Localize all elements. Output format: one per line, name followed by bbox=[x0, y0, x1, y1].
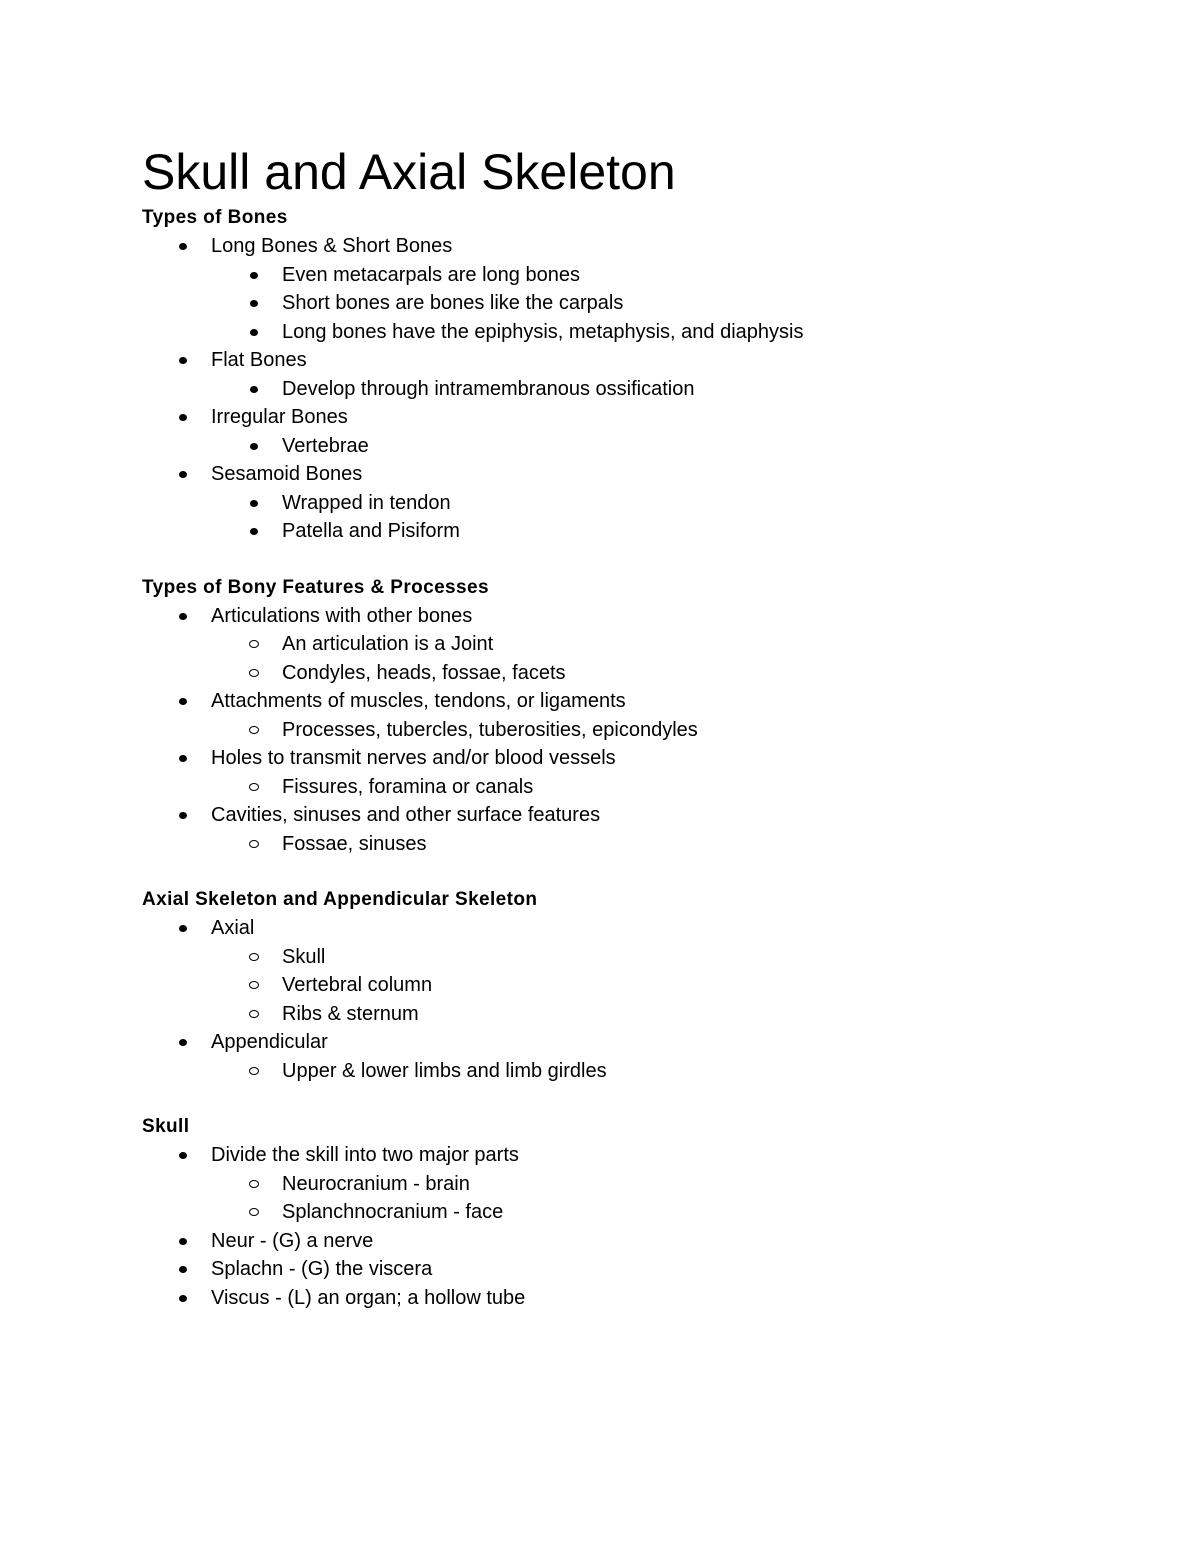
sub-list-item-text: Splanchnocranium - face bbox=[282, 1201, 504, 1223]
sub-list-item bbox=[142, 943, 1122, 972]
sub-list-item-text: Upper & lower limbs and limb girdles bbox=[282, 1059, 607, 1082]
list-item-text: Long Bones & Short Bones bbox=[211, 235, 453, 257]
list-item-row bbox=[142, 460, 1122, 489]
sub-list-item-row bbox=[142, 261, 1122, 290]
section-heading: Axial Skeleton and Appendicular Skeleton bbox=[142, 889, 538, 910]
hollow-circle-bullet-icon bbox=[249, 840, 259, 848]
bullet-icon bbox=[179, 414, 187, 421]
list-item bbox=[142, 1141, 1122, 1227]
list-item bbox=[142, 403, 1122, 460]
sub-list-item-text: Vertebrae bbox=[282, 434, 369, 457]
list-item bbox=[142, 1227, 1122, 1256]
sub-list-item-row bbox=[142, 971, 1122, 1000]
sub-list-item bbox=[142, 1000, 1122, 1029]
sub-list-item-row bbox=[142, 318, 1122, 347]
sub-list-item-row bbox=[142, 517, 1122, 546]
list-item-row bbox=[142, 1284, 1122, 1313]
sub-list-item-row bbox=[142, 1170, 1122, 1199]
sub-list-item-text: Processes, tubercles, tuberosities, epicondyles bbox=[282, 718, 698, 741]
sub-list-item-row bbox=[142, 375, 1122, 404]
bullet-icon bbox=[179, 1238, 187, 1245]
list-item-row bbox=[142, 914, 1122, 943]
sub-bullet-list bbox=[142, 830, 1122, 859]
hollow-circle-bullet-icon bbox=[249, 640, 259, 648]
bullet-icon bbox=[179, 812, 187, 819]
sub-list-item-text: Short bones are bones like the carpals bbox=[282, 292, 624, 314]
sub-list-item bbox=[142, 1057, 1122, 1086]
list-item bbox=[142, 801, 1122, 858]
sub-list-item-text: Ribs & sternum bbox=[282, 1002, 419, 1025]
list-item-row bbox=[142, 1227, 1122, 1256]
list-item-text: Splachn - (G) the viscera bbox=[211, 1258, 433, 1280]
hollow-circle-bullet-icon bbox=[249, 1180, 259, 1188]
sub-list-item-text: Even metacarpals are long bones bbox=[282, 263, 580, 286]
list-item-text: Irregular Bones bbox=[211, 406, 348, 428]
bullet-icon bbox=[250, 386, 258, 393]
sub-list-item-row bbox=[142, 489, 1122, 518]
sub-bullet-list bbox=[142, 432, 1122, 461]
sub-bullet-list bbox=[142, 1057, 1122, 1086]
list-item bbox=[142, 460, 1122, 546]
bullet-icon bbox=[179, 613, 187, 620]
sub-list-item-row bbox=[142, 1198, 1122, 1227]
sub-list-item-text: Skull bbox=[282, 945, 326, 968]
bullet-icon bbox=[250, 500, 258, 507]
hollow-circle-bullet-icon bbox=[249, 669, 259, 677]
sub-list-item-text: Vertebral column bbox=[282, 974, 433, 996]
list-item-text: Flat Bones bbox=[211, 349, 307, 371]
sub-list-item-row bbox=[142, 716, 1122, 745]
sub-list-item-text: Fissures, foramina or canals bbox=[282, 775, 534, 798]
list-item bbox=[142, 346, 1122, 403]
bullet-icon bbox=[179, 698, 187, 705]
list-item-text: Holes to transmit nerves and/or blood vessels bbox=[211, 747, 616, 769]
bullet-list bbox=[142, 602, 1122, 859]
sub-bullet-list bbox=[142, 375, 1122, 404]
sub-list-item-row bbox=[142, 289, 1122, 318]
bullet-icon bbox=[179, 925, 187, 932]
bullet-icon bbox=[250, 300, 258, 307]
bullet-icon bbox=[250, 272, 258, 279]
sub-list-item bbox=[142, 289, 1122, 318]
sub-list-item-row bbox=[142, 630, 1122, 659]
document-title: Skull and Axial Skeleton bbox=[142, 144, 676, 200]
list-item bbox=[142, 744, 1122, 801]
bullet-icon bbox=[179, 1266, 187, 1273]
sub-list-item bbox=[142, 489, 1122, 518]
sub-list-item-row bbox=[142, 773, 1122, 802]
list-item-text: Sesamoid Bones bbox=[211, 463, 363, 485]
list-item-text: Viscus - (L) an organ; a hollow tube bbox=[211, 1286, 526, 1309]
list-item bbox=[142, 1028, 1122, 1085]
bullet-list bbox=[142, 232, 1122, 546]
list-item-row bbox=[142, 1255, 1122, 1284]
bullet-icon bbox=[250, 528, 258, 535]
sub-list-item bbox=[142, 630, 1122, 659]
hollow-circle-bullet-icon bbox=[249, 1208, 259, 1216]
list-item-text: Attachments of muscles, tendons, or ligaments bbox=[211, 690, 626, 712]
sub-list-item-row bbox=[142, 659, 1122, 688]
bullet-icon bbox=[179, 755, 187, 762]
list-item bbox=[142, 1255, 1122, 1284]
hollow-circle-bullet-icon bbox=[249, 981, 259, 989]
section bbox=[142, 204, 1122, 546]
sub-bullet-list bbox=[142, 1170, 1122, 1227]
sub-list-item-text: An articulation is a Joint bbox=[282, 633, 494, 655]
sub-bullet-list bbox=[142, 630, 1122, 687]
list-item-row bbox=[142, 687, 1122, 716]
sub-bullet-list bbox=[142, 716, 1122, 745]
sub-list-item-text: Fossae, sinuses bbox=[282, 832, 427, 855]
bullet-list bbox=[142, 914, 1122, 1085]
document-page bbox=[142, 140, 1122, 1312]
list-item-row bbox=[142, 1028, 1122, 1057]
document-body bbox=[142, 204, 1122, 1312]
bullet-icon bbox=[250, 443, 258, 450]
sub-list-item bbox=[142, 830, 1122, 859]
bullet-icon bbox=[179, 1152, 187, 1159]
list-item-text: Axial bbox=[211, 917, 255, 939]
list-item-text: Cavities, sinuses and other surface features bbox=[211, 804, 601, 826]
hollow-circle-bullet-icon bbox=[249, 783, 259, 791]
list-item-row bbox=[142, 232, 1122, 261]
list-item-row bbox=[142, 403, 1122, 432]
sub-list-item-text: Neurocranium - brain bbox=[282, 1172, 470, 1195]
hollow-circle-bullet-icon bbox=[249, 1010, 259, 1018]
sub-bullet-list bbox=[142, 943, 1122, 1029]
sub-list-item-text: Condyles, heads, fossae, facets bbox=[282, 661, 566, 684]
section bbox=[142, 1113, 1122, 1312]
bullet-icon bbox=[179, 1039, 187, 1046]
sub-list-item-row bbox=[142, 1057, 1122, 1086]
section-heading: Types of Bony Features & Processes bbox=[142, 576, 489, 598]
bullet-icon bbox=[179, 471, 187, 478]
list-item-row bbox=[142, 602, 1122, 631]
sub-list-item bbox=[142, 318, 1122, 347]
list-item-text: Divide the skill into two major parts bbox=[211, 1144, 519, 1166]
sub-list-item-text: Wrapped in tendon bbox=[282, 491, 451, 514]
list-item-row bbox=[142, 1141, 1122, 1170]
sub-list-item-row bbox=[142, 432, 1122, 461]
sub-list-item-text: Develop through intramembranous ossification bbox=[282, 377, 695, 400]
sub-bullet-list bbox=[142, 261, 1122, 347]
sub-list-item-text: Long bones have the epiphysis, metaphysis, and diaphysis bbox=[282, 320, 804, 343]
list-item-row bbox=[142, 801, 1122, 830]
sub-list-item-row bbox=[142, 830, 1122, 859]
bullet-icon bbox=[179, 1295, 187, 1302]
sub-list-item bbox=[142, 517, 1122, 546]
list-item bbox=[142, 602, 1122, 688]
sub-list-item bbox=[142, 659, 1122, 688]
list-item-text: Articulations with other bones bbox=[211, 604, 473, 627]
sub-list-item-text: Patella and Pisiform bbox=[282, 520, 460, 542]
list-item bbox=[142, 687, 1122, 744]
bullet-icon bbox=[250, 329, 258, 336]
sub-list-item bbox=[142, 432, 1122, 461]
list-item-row bbox=[142, 346, 1122, 375]
hollow-circle-bullet-icon bbox=[249, 1067, 259, 1075]
sub-list-item bbox=[142, 971, 1122, 1000]
list-item bbox=[142, 232, 1122, 346]
hollow-circle-bullet-icon bbox=[249, 953, 259, 961]
list-item-row bbox=[142, 744, 1122, 773]
list-item bbox=[142, 1284, 1122, 1313]
sub-bullet-list bbox=[142, 773, 1122, 802]
section-heading: Types of Bones bbox=[142, 207, 288, 228]
section-heading: Skull bbox=[142, 1116, 190, 1137]
sub-list-item bbox=[142, 716, 1122, 745]
sub-list-item-row bbox=[142, 1000, 1122, 1029]
sub-list-item bbox=[142, 261, 1122, 290]
sub-list-item bbox=[142, 375, 1122, 404]
hollow-circle-bullet-icon bbox=[249, 726, 259, 734]
bullet-list bbox=[142, 1141, 1122, 1312]
bullet-icon bbox=[179, 243, 187, 250]
bullet-icon bbox=[179, 357, 187, 364]
section bbox=[142, 886, 1122, 1085]
sub-list-item bbox=[142, 1170, 1122, 1199]
list-item-text: Appendicular bbox=[211, 1031, 328, 1053]
sub-list-item bbox=[142, 1198, 1122, 1227]
sub-bullet-list bbox=[142, 489, 1122, 546]
section bbox=[142, 574, 1122, 859]
list-item bbox=[142, 914, 1122, 1028]
list-item-text: Neur - (G) a nerve bbox=[211, 1229, 374, 1252]
sub-list-item bbox=[142, 773, 1122, 802]
sub-list-item-row bbox=[142, 943, 1122, 972]
